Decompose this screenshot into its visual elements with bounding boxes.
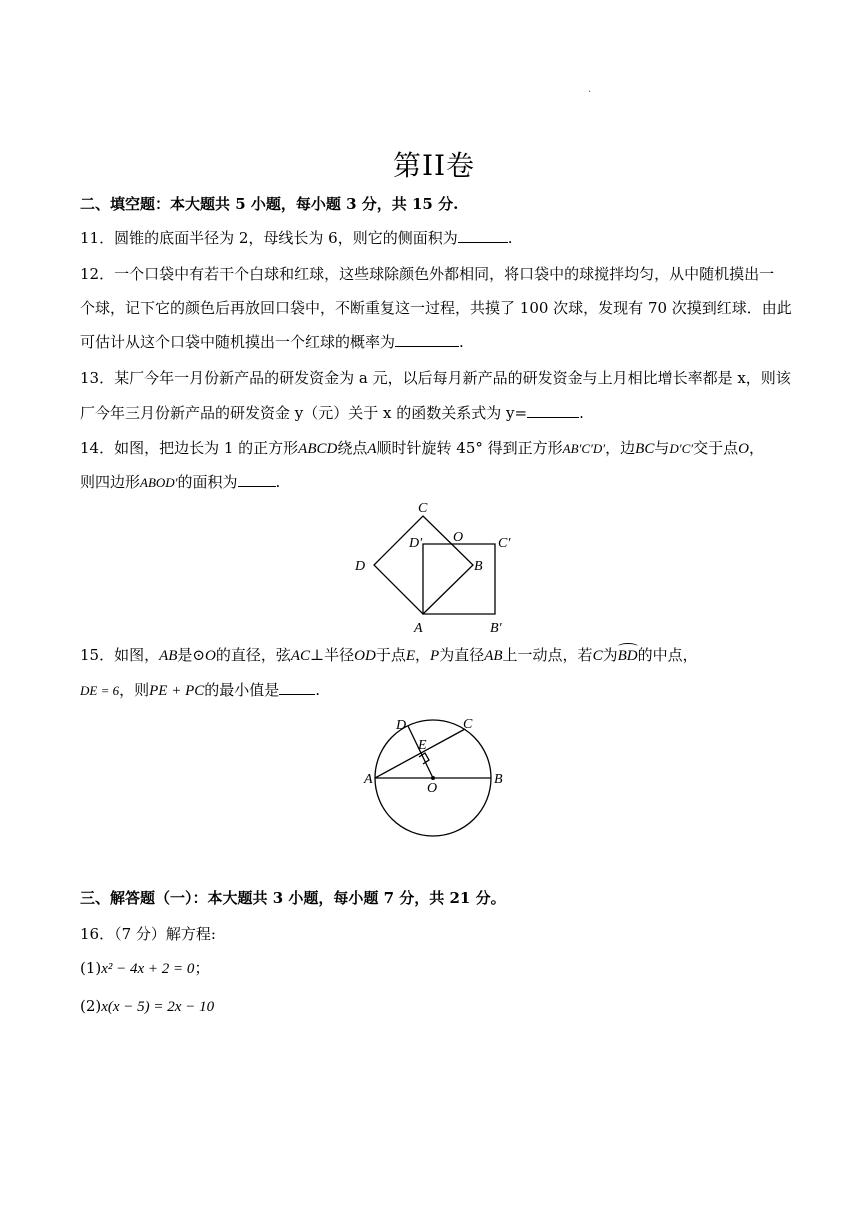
question-15-line2 <box>80 680 800 701</box>
figure-15-circle <box>360 712 520 840</box>
label-e: E <box>418 738 427 753</box>
question-13-line2 <box>80 403 800 423</box>
q15-given: DE = 6 <box>80 683 120 698</box>
q15-part: 的中点， <box>637 646 698 664</box>
q15-p: P <box>430 648 440 664</box>
chord-ac <box>375 729 465 778</box>
label-d: D <box>396 718 407 733</box>
q14-answer-blank[interactable] <box>238 472 276 487</box>
q14-point-a: A <box>367 441 377 457</box>
q15-part: 的最小值是 <box>204 681 280 699</box>
eq2-number: (2) <box>80 997 102 1015</box>
question-12-line3 <box>80 332 800 352</box>
label-b-prime: B′ <box>490 621 502 636</box>
q14-edge-dc: D′C′ <box>669 441 694 456</box>
question-15-line1 <box>80 645 800 666</box>
figure-14-squares <box>340 494 530 636</box>
q14-part: 绕点 <box>337 439 368 457</box>
question-16-eq1 <box>80 958 800 979</box>
q12-text: 可估计从这个口袋中随机摸出一个红球的概率为 <box>80 333 396 351</box>
question-14-line2 <box>80 472 800 493</box>
q15-expression: PE + PC <box>149 683 205 699</box>
label-c-prime: C′ <box>498 536 511 551</box>
q15-part: ，则 <box>119 681 150 699</box>
question-16-eq2 <box>80 996 800 1017</box>
q15-o: O <box>205 648 216 664</box>
q15-part: 上一动点，若 <box>502 646 593 664</box>
q14-part: 则四边形 <box>80 473 141 491</box>
q15-answer-blank[interactable] <box>279 680 315 695</box>
label-a: A <box>364 772 373 787</box>
eq1-expression: x² − 4x + 2 = 0 <box>101 961 195 977</box>
q13-answer-blank[interactable] <box>527 403 579 418</box>
q15-part: 是⊙ <box>177 646 205 664</box>
eq1-end: ； <box>194 959 210 977</box>
q15-part: 半径 <box>324 646 355 664</box>
question-14-line1 <box>80 438 800 459</box>
q14-edge-bc: BC <box>635 441 655 457</box>
q14-part: 的面积为 <box>177 473 238 491</box>
label-a: A <box>414 621 423 636</box>
q11-answer-blank[interactable] <box>458 228 508 243</box>
label-o: O <box>427 781 438 796</box>
q12-answer-blank[interactable] <box>395 332 459 347</box>
q14-part: ，边 <box>605 439 636 457</box>
q15-ab: AB <box>159 648 178 664</box>
label-c: C <box>463 717 473 732</box>
q15-ac: AC <box>290 648 311 664</box>
question-11 <box>80 228 800 248</box>
q15-od: OD <box>354 648 376 664</box>
q13-end: . <box>579 404 584 422</box>
q15-part: ， <box>415 646 431 664</box>
q15-arc-bd: BD <box>617 648 638 664</box>
q15-e: E <box>405 648 416 664</box>
q15-part: 为 <box>602 646 618 664</box>
q14-part: 14．如图，把边长为 1 的正方形 <box>80 439 299 457</box>
question-12-line2: 个球，记下它的颜色后再放回口袋中，不断重复这一过程，共摸了 100 次球，发现有 70 次摸到红球．由此 <box>80 299 792 317</box>
q14-end: . <box>275 473 281 491</box>
q14-part: 与 <box>654 439 670 457</box>
section2-heading: 二、填空题：本大题共 5 小题，每小题 3 分，共 15 分. <box>80 195 459 213</box>
q14-part: 交于点 <box>693 439 739 457</box>
page-title: 第II卷 <box>392 149 476 182</box>
q14-quad: ABOD′ <box>140 475 178 490</box>
question-16-header: 16．（7 分）解方程: <box>80 925 216 943</box>
q15-part: 15．如图， <box>80 646 160 664</box>
section3-heading: 三、解答题（一）：本大题共 3 小题，每小题 7 分，共 21 分。 <box>80 889 506 907</box>
q14-square-rotated: AB′C′D′ <box>562 441 606 456</box>
page-mark: . <box>588 84 592 95</box>
q15-perp: ⊥ <box>310 646 325 664</box>
label-d-prime: D′ <box>409 536 423 551</box>
label-o: O <box>453 530 464 545</box>
q15-part: 的直径，弦 <box>215 646 291 664</box>
q15-part: 为直径 <box>439 646 485 664</box>
q11-text: 11．圆锥的底面半径为 2，母线长为 6，则它的侧面积为 <box>80 229 458 247</box>
question-12-line1: 12．一个口袋中有若干个白球和红球，这些球除颜色外都相同，将口袋中的球搅拌均匀，从中随机摸出一 <box>80 265 775 283</box>
q13-text: 厂今年三月份新产品的研发资金 y（元）关于 x 的函数关系式为 y= <box>80 404 528 422</box>
label-b: B <box>474 559 483 574</box>
q14-square-abcd: ABCD <box>298 441 338 457</box>
label-c: C <box>418 501 428 516</box>
q12-end: . <box>459 333 464 351</box>
q14-part: ， <box>748 439 764 457</box>
eq1-number: (1) <box>80 959 102 977</box>
q14-part: 顺时针旋转 45° 得到正方形 <box>376 439 563 457</box>
q15-c: C <box>592 648 603 664</box>
q11-end: . <box>507 229 513 247</box>
eq2-expression: x(x − 5) = 2x − 10 <box>101 999 215 1015</box>
center-dot <box>431 776 435 780</box>
q15-part: 于点 <box>375 646 406 664</box>
q15-ab: AB <box>484 648 503 664</box>
question-13-line1: 13．某厂今年一月份新产品的研发资金为 a 元，以后每月新产品的研发资金与上月相比增长率都是 x，则该 <box>80 369 791 387</box>
q14-point-o: O <box>738 441 749 457</box>
label-d: D <box>355 559 366 574</box>
label-b: B <box>494 772 503 787</box>
q15-end: . <box>315 681 321 699</box>
